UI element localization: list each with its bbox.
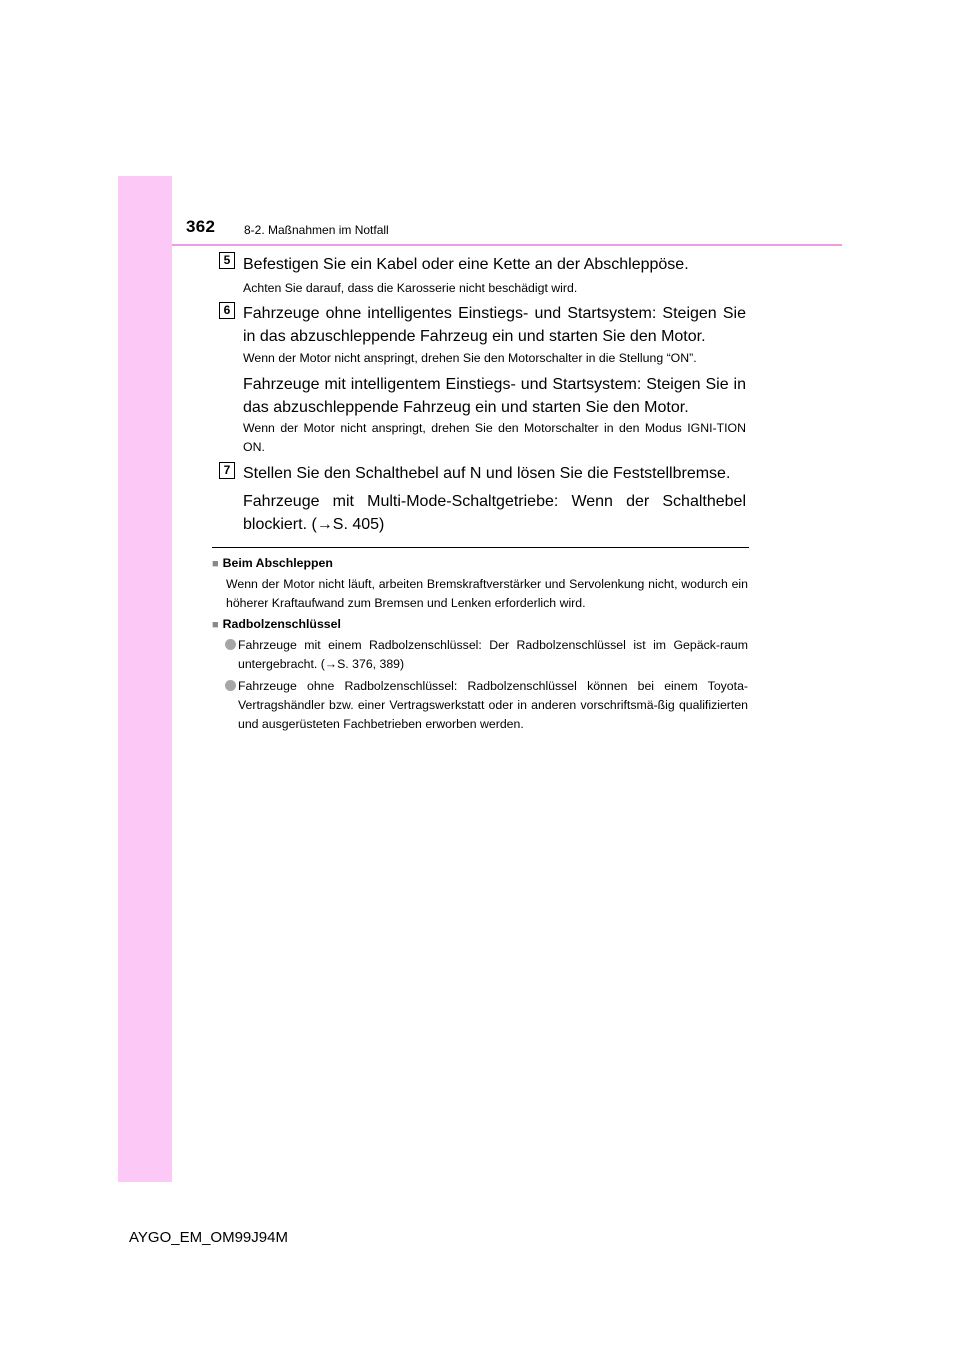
info-bullet-item <box>222 677 748 734</box>
step-6-note: Wenn der Motor nicht anspringt, drehen Sie den Motorschalter in die Stellung “ON”. <box>243 351 697 365</box>
info-text-towing: Wenn der Motor nicht läuft, arbeiten Bremskraftverstärker und Servolenkung nicht, wodurch ein höherer Kraftaufwand zum Bremsen und Lenken erforderlich wird. <box>226 577 748 610</box>
section-divider <box>212 547 749 548</box>
step-7-text-alt: Fahrzeuge mit Multi-Mode-Schaltgetriebe: Wenn der Schalthebel blockiert. (→S. 405) <box>243 493 746 533</box>
section-title: 8-2. Maßnahmen im Notfall <box>244 223 389 237</box>
step-6-text-alt: Fahrzeuge mit intelligentem Einstiegs- und Startsystem: Steigen Sie in das abzuschleppende Fahrzeug ein und starten Sie den Motor. <box>243 376 746 416</box>
info-bullet-item <box>222 636 748 674</box>
circle-bullet-icon <box>225 680 236 691</box>
step-6-text: Fahrzeuge ohne intelligentes Einstiegs- und Startsystem: Steigen Sie in das abzuschleppende Fahrzeug ein und starten Sie den Motor. <box>243 305 746 345</box>
circle-bullet-icon <box>225 639 236 650</box>
step-number-5: 5 <box>219 252 235 269</box>
info-heading-label: Beim Abschleppen <box>222 556 333 570</box>
info-bullet-text: Fahrzeuge ohne Radbolzenschlüssel: Radbolzenschlüssel können bei einem Toyota-Vertragshändler bzw. einer Vertragswerkstatt oder in anderen vorschriftsmä-ßig qualifizierten und ausgerüsteten Fachbetrieben erworben werden. <box>238 679 748 731</box>
step-5-text: Befestigen Sie ein Kabel oder eine Kette an der Abschleppöse. <box>243 256 689 273</box>
side-color-band <box>118 176 172 1182</box>
footer-document-code: AYGO_EM_OM99J94M <box>129 1229 288 1246</box>
info-heading-wheel-nut-wrench <box>212 617 341 631</box>
info-heading-label: Radbolzenschlüssel <box>222 617 341 631</box>
step-number-7: 7 <box>219 462 235 479</box>
step-5-note: Achten Sie darauf, dass die Karosserie nicht beschädigt wird. <box>243 281 578 295</box>
square-bullet-icon: ■ <box>212 558 219 570</box>
square-bullet-icon: ■ <box>212 619 219 631</box>
step-number-6: 6 <box>219 302 235 319</box>
step-6-note-alt: Wenn der Motor nicht anspringt, drehen Sie den Motorschalter in den Modus IGNI-TION ON. <box>243 421 746 454</box>
step-7-text: Stellen Sie den Schalthebel auf N und lösen Sie die Feststellbremse. <box>243 465 731 482</box>
header-rule <box>172 244 842 246</box>
page-number: 362 <box>186 217 216 236</box>
info-bullet-text: Fahrzeuge mit einem Radbolzenschlüssel: Der Radbolzenschlüssel ist im Gepäck-raum untergebracht. (→S. 376, 389) <box>238 638 748 671</box>
info-heading-towing <box>212 556 333 570</box>
